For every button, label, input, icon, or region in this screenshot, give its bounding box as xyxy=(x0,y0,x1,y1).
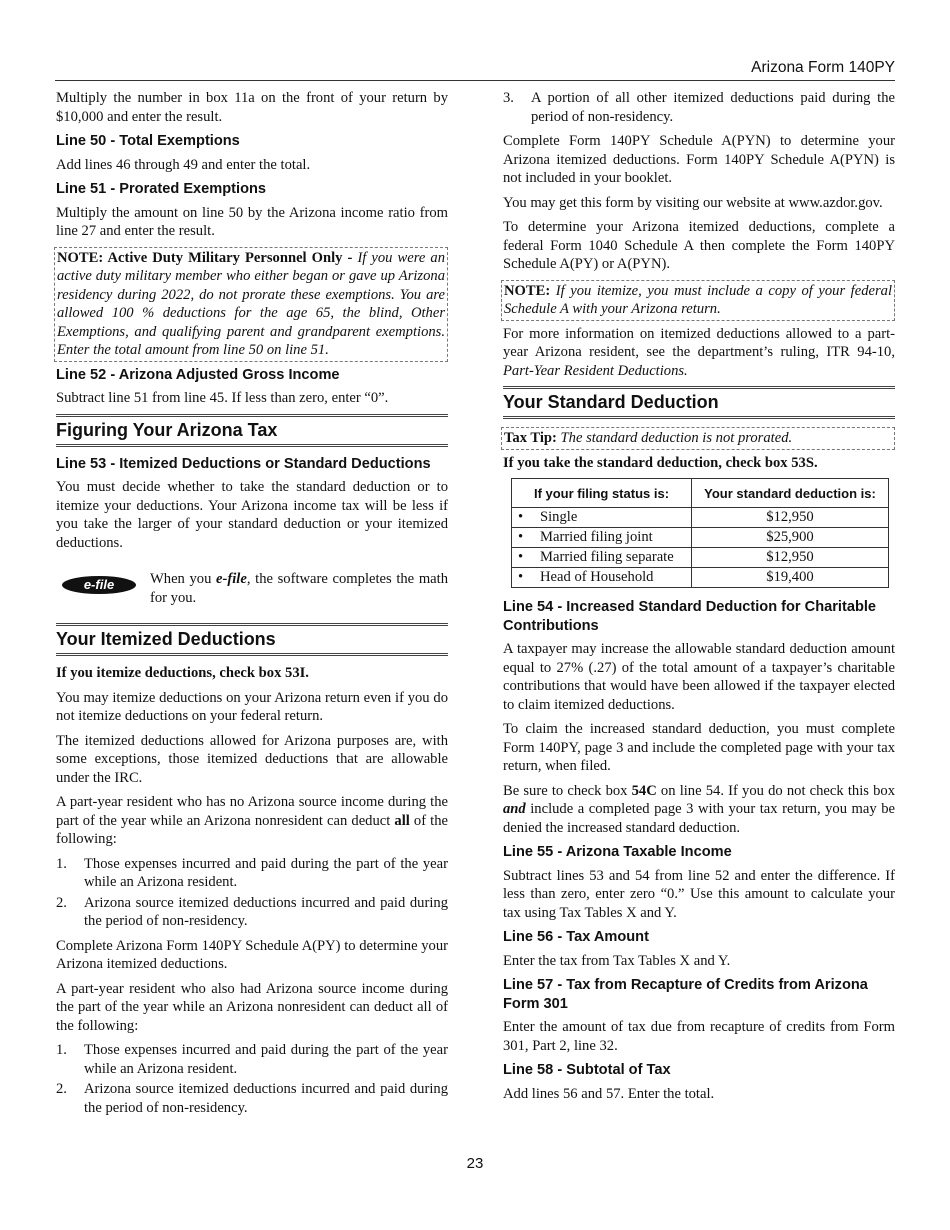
list-item-number: 1. xyxy=(56,855,67,872)
partyear-para-1-pre: A part-year resident who has no Arizona source income during the part of the year while an Arizona nonresident can deduct xyxy=(56,794,448,829)
determine-text: To determine your Arizona itemized deductions, complete a federal Form 1040 Schedule A then complete the Form 140PY Schedule A(PY) or A(PYN). xyxy=(503,219,895,272)
line-58-text: Add lines 56 and 57. Enter the total. xyxy=(503,1085,715,1102)
line-54-box-label: 54C xyxy=(631,782,657,799)
tax-tip-label: Tax Tip: xyxy=(504,430,561,446)
itemize-para-2: The itemized deductions allowed for Arizona purposes are, with some exceptions, those itemized deductions that are allowable under the IRC. xyxy=(56,732,448,786)
list-item-text: Those expenses incurred and paid during the part of the year while an Arizona resident. xyxy=(84,855,448,890)
list-item-number: 1. xyxy=(56,1042,67,1058)
table-row xyxy=(512,548,889,568)
tax-tip-text: The standard deduction is not prorated. xyxy=(560,430,793,446)
deduction-amount-cell: $19,400 xyxy=(691,568,888,588)
line-54-para-2: To claim the increased standard deduction, you must complete Form 140PY, page 3 and include the completed page with your tax return, when filed. xyxy=(503,721,895,774)
heading-line-52: Line 52 - Arizona Adjusted Gross Income xyxy=(56,366,340,383)
check-53i-text: If you itemize deductions, check box 53I. xyxy=(56,665,309,681)
line-55-text: Subtract lines 53 and 54 from line 52 and enter the difference. If less than zero, enter zero “0.” Use this amount to calculate your tax using Tax Tables X and Y. xyxy=(503,867,895,921)
intro-paragraph: Multiply the number in box 11a on the front of your return by $10,000 and enter the result. xyxy=(56,90,448,125)
filing-status-cell xyxy=(512,528,692,548)
bullet-icon: • xyxy=(518,529,524,545)
complete-pyn-text: Complete Form 140PY Schedule A(PYN) to determine your Arizona itemized deductions. Form 140PY Schedule A(PYN) is not included in your booklet. xyxy=(503,133,895,186)
filing-status-cell xyxy=(512,568,692,588)
efile-text-em: e-file xyxy=(216,571,247,587)
bullet-icon: • xyxy=(518,569,524,585)
line-54-para-3-c: include a completed page 3 with your tax return, you may be denied the increased standard deduction. xyxy=(503,801,895,836)
military-note-label: NOTE: Active Duty Military Personnel Only - xyxy=(57,249,358,266)
list-item-number: 2. xyxy=(56,894,67,911)
heading-line-50: Line 50 - Total Exemptions xyxy=(56,133,240,149)
section-figuring-tax: Figuring Your Arizona Tax xyxy=(56,414,448,447)
list-item xyxy=(56,894,448,931)
itemize-para-1: You may itemize deductions on your Arizona return even if you do not itemize deductions on your federal return. xyxy=(56,689,448,724)
heading-line-56: Line 56 - Tax Amount xyxy=(503,929,649,945)
efile-text-post: , the software completes the math for you. xyxy=(150,571,448,606)
line-50-text: Add lines 46 through 49 and enter the total. xyxy=(56,156,311,173)
filing-status-text: Single xyxy=(540,509,578,525)
itemize-note xyxy=(501,280,895,321)
line-54-para-3-a: Be sure to check box xyxy=(503,782,632,799)
partyear-para-1 xyxy=(56,793,448,849)
deduction-amount-cell: $12,950 xyxy=(691,548,888,568)
line-54-para-3-b: on line 54. If you do not check this box xyxy=(656,782,895,799)
efile-text-pre: When you xyxy=(150,571,217,587)
itemize-note-label: NOTE: xyxy=(504,282,556,299)
line-51-text: Multiply the amount on line 50 by the Arizona income ratio from line 27 and enter the result. xyxy=(56,204,448,239)
left-column xyxy=(56,89,448,1123)
list-item-text: Those expenses incurred and paid during the part of the year while an Arizona resident. xyxy=(84,1042,448,1077)
partyear-para-1-bold: all xyxy=(394,812,410,829)
table-row xyxy=(512,508,889,528)
efile-tip xyxy=(56,570,448,613)
table-header-row xyxy=(512,479,889,508)
right-column xyxy=(503,89,895,1109)
deduction-amount-cell: $25,900 xyxy=(691,528,888,548)
table-row xyxy=(512,528,889,548)
list-item xyxy=(56,1080,448,1117)
partyear-para-2: A part-year resident who also had Arizona source income during the part of the year while an Arizona nonresident can deduct all of the following: xyxy=(56,980,448,1034)
line-54-para-3 xyxy=(503,782,895,838)
complete-py-text: Complete Arizona Form 140PY Schedule A(PY) to determine your Arizona itemized deductions. xyxy=(56,937,448,972)
line-54-and: and xyxy=(503,801,526,817)
list-item-number: 2. xyxy=(56,1081,67,1097)
line-54-para-1: A taxpayer may increase the allowable standard deduction amount equal to 27% (.27) of the total amount of a taxpayer’s charitable contributions that would have been allowed if the taxpayer elected to claim itemized deductions. xyxy=(503,641,895,713)
tax-tip xyxy=(501,427,895,450)
bullet-icon: • xyxy=(518,509,524,525)
form-title: Arizona Form 140PY xyxy=(751,59,895,76)
column-header-filing-status: If your filing status is: xyxy=(512,479,692,508)
website-text: You may get this form by visiting our website at www.azdor.gov. xyxy=(503,194,883,211)
section-itemized-deductions: Your Itemized Deductions xyxy=(56,623,448,656)
itemize-note-text: If you itemize, you must include a copy of your federal Schedule A with your Arizona return. xyxy=(504,282,892,317)
heading-line-53: Line 53 - Itemized Deductions or Standard Deductions xyxy=(56,455,431,472)
standard-deduction-table xyxy=(511,478,889,588)
list-item xyxy=(503,89,895,126)
filing-status-text: Married filing separate xyxy=(540,549,674,565)
line-53-text: You must decide whether to take the standard deduction or to itemize your deductions. Your Arizona income tax will be less if you take the larger of your standard deduction or your itemized deductions. xyxy=(56,479,448,551)
line-52-text: Subtract line 51 from line 45. If less than zero, enter “0”. xyxy=(56,390,389,406)
partyear-list-2-cont xyxy=(503,89,895,126)
list-item xyxy=(56,855,448,892)
list-item-text: Arizona source itemized deductions incurred and paid during the period of non-residency. xyxy=(84,1081,448,1116)
deduction-amount-cell: $12,950 xyxy=(691,508,888,528)
more-info-text xyxy=(503,325,895,381)
heading-line-57: Line 57 - Tax from Recapture of Credits from Arizona Form 301 xyxy=(503,977,868,1012)
filing-status-text: Head of Household xyxy=(540,569,654,585)
line-57-text: Enter the amount of tax due from recapture of credits from Form 301, Part 2, line 32. xyxy=(503,1019,895,1054)
heading-line-58: Line 58 - Subtotal of Tax xyxy=(503,1062,671,1078)
partyear-list-2 xyxy=(56,1041,448,1117)
efile-logo-icon: e-file xyxy=(62,576,136,594)
partyear-list-1 xyxy=(56,855,448,931)
list-item-text: A portion of all other itemized deductions paid during the period of non-residency. xyxy=(531,90,895,125)
list-item-number: 3. xyxy=(503,90,514,106)
military-note-text: If you were an active duty military member who either began or gave up Arizona residency during 2022, do not prorate these exemptions. You are allowed 100 % deductions for the age 65, the blind, Other Exemptions, and qualifying parent and grandparent exemptions. Enter the total amount from line 50 on line 51. xyxy=(57,249,445,358)
column-header-deduction: Your standard deduction is: xyxy=(691,479,888,508)
header-rule xyxy=(55,80,895,81)
heading-line-54: Line 54 - Increased Standard Deduction for Charitable Contributions xyxy=(503,599,877,634)
bullet-icon: • xyxy=(518,549,524,565)
heading-line-55: Line 55 - Arizona Taxable Income xyxy=(503,844,732,860)
list-item-text: Arizona source itemized deductions incurred and paid during the period of non-residency. xyxy=(84,894,448,929)
page-number: 23 xyxy=(466,1155,484,1172)
table-row xyxy=(512,568,889,588)
partyear-para-1-post: of the following: xyxy=(56,812,448,847)
more-info-main: For more information on itemized deductions allowed to a part-year Arizona resident, see the department’s ruling, ITR 94-10, xyxy=(503,325,895,360)
more-info-title: Part-Year Resident Deductions. xyxy=(503,362,688,379)
filing-status-text: Married filing joint xyxy=(540,529,653,545)
efile-text xyxy=(150,570,448,607)
list-item xyxy=(56,1041,448,1078)
line-56-text: Enter the tax from Tax Tables X and Y. xyxy=(503,952,731,969)
heading-line-51: Line 51 - Prorated Exemptions xyxy=(56,181,267,197)
military-note xyxy=(54,247,448,362)
filing-status-cell xyxy=(512,548,692,568)
filing-status-cell xyxy=(512,508,692,528)
section-standard-deduction: Your Standard Deduction xyxy=(503,386,895,419)
check-53s-text: If you take the standard deduction, check box 53S. xyxy=(503,454,818,471)
